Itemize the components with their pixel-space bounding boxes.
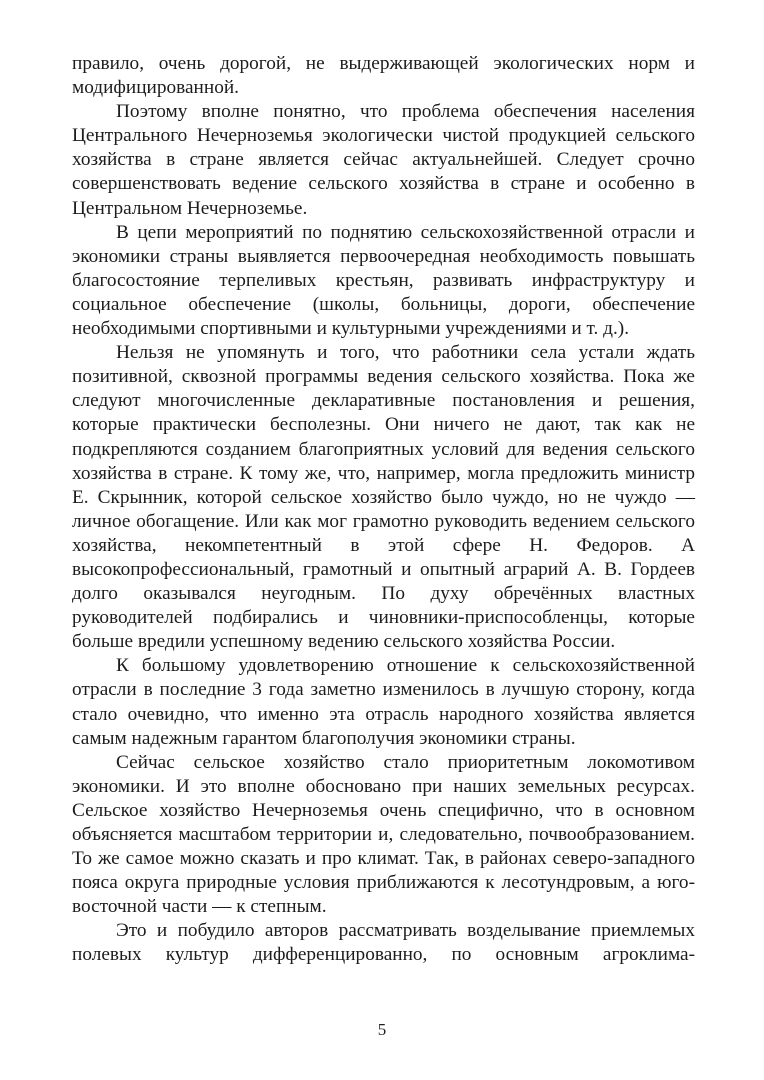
page-number: 5 (377, 1020, 387, 1039)
paragraph-1: правило, очень дорогой, не выдерживающей экологических норм и модифицированной. (72, 53, 695, 99)
paragraph-2: Поэтому вполне понятно, что проблема обеспечения населения Центрального Нечерноземья экологически чистой продукцией сельского хозяйства в стране является сейчас актуальнейшей. Следует срочно совершенствовать ведение сельского хозяйства в стране и особенно в Центральном Нечерноземье. (72, 101, 695, 219)
paragraph-6: Сейчас сельское хозяйство стало приоритетным локомотивом экономики. И это вполне обосновано при наших земельных ресурсах. Сельское хозяйство Нечерноземья очень специфично, что в основном объясняется масштабом территории и, следовательно, почвообразованием. То же самое можно сказать и про климат. Так, в районах северо-западного пояса округа природные условия приближаются к лесотундровым, а юго-восточной части — к степным. (72, 751, 695, 918)
paragraph-7: Это и побудило авторов рассматривать возделывание приемлемых полевых культур дифференцированно, по основным агроклима- (72, 920, 695, 966)
paragraph-3: В цепи мероприятий по поднятию сельскохозяйственной отрасли и экономики страны выявляется первоочередная необходимость повышать благосостояние терпеливых крестьян, развивать инфраструктуру и социальное обеспечение (школы, больницы, дороги, обеспечение необходимыми спортивными и культурными учреждениями и т. д.). (72, 221, 695, 340)
paragraph-4: Нельзя не упомянуть и того, что работники села устали ждать позитивной, сквозной программы ведения сельского хозяйства. Пока же следуют многочисленные декларативные постановления и решения, которые практически бесполезны. Они ничего не дают, так как не подкрепляются созданием благоприятных условий для ведения сельского хозяйства в стране. К тому же, что, например, могла предложить министр Е. Скрынник, которой сельское хозяйство было чуждо, но не чуждо — личное обогащение. Или как мог грамотно руководить ведением сельского хозяйства, некомпетентный в этой сфере Н. Федоров. А высокопрофессиональный, грамотный и опытный аграрий А. В. Гордеев долго оказывался неугодным. По духу обречённых властных руководителей подбирались и чиновники-приспособленцы, которые больше вредили успешному ведению сельского хозяйства России. (72, 342, 695, 653)
document-page (72, 52, 695, 968)
paragraph-5: К большому удовлетворению отношение к сельскохозяйственной отрасли в последние 3 года заметно изменилось в лучшую сторону, когда стало очевидно, что именно эта отрасль народного хозяйства является самым надежным гарантом благополучия экономики страны. (72, 655, 695, 749)
